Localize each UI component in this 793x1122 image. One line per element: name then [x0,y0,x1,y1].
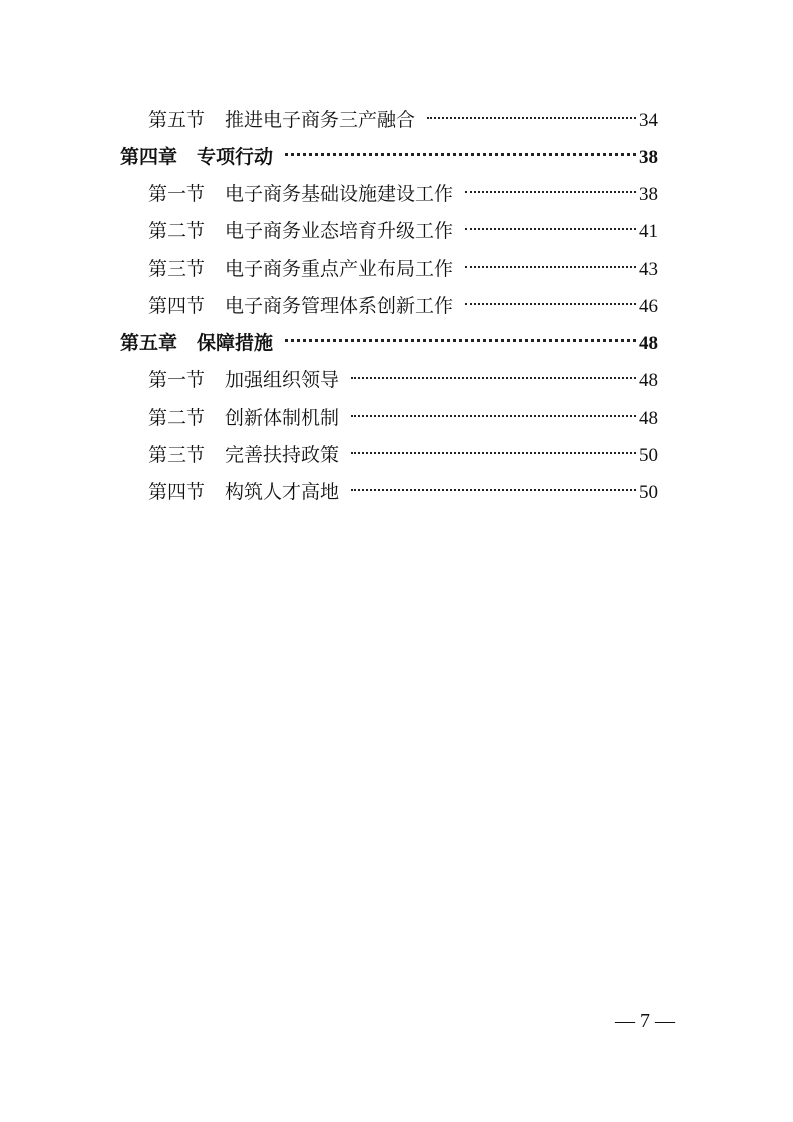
toc-entry-page-number: 50 [639,482,658,503]
toc-entry[interactable] [148,105,658,135]
toc-entry-page-number: 41 [639,221,658,242]
dot-leader [351,377,636,379]
dot-leader [285,153,636,156]
toc-entry-page-number: 48 [639,408,658,429]
toc-entry-page-number: 38 [639,184,658,205]
toc-entry-title: 电子商务业态培育升级工作 [225,220,454,242]
page-number: — 7 — [615,1010,675,1032]
toc-chapter-entry[interactable] [120,328,658,358]
dot-leader [465,228,636,230]
toc-entry-label: 第五节 [148,109,206,131]
toc-entry-title: 电子商务基础设施建设工作 [225,183,454,205]
toc-entry-label: 第二节 [148,220,206,242]
toc-entry[interactable] [148,179,658,209]
toc-chapter-entry[interactable] [120,142,658,172]
toc-entry-label: 第四节 [148,481,206,503]
toc-entry[interactable] [148,365,658,395]
toc-entry-page-number: 50 [639,445,658,466]
toc-entry-page-number: 48 [639,370,658,391]
toc-entry-page-number: 34 [639,110,658,131]
toc-entry-title: 构筑人才高地 [225,481,340,503]
toc-entry-title: 保障措施 [197,332,274,354]
toc-entry-page-number: 43 [639,259,658,280]
dot-leader [465,191,636,193]
toc-entry-label: 第二节 [148,407,206,429]
toc-entry-label: 第三节 [148,444,206,466]
toc-entry[interactable] [148,403,658,433]
toc-entry-title: 电子商务管理体系创新工作 [225,295,454,317]
toc-entry[interactable] [148,216,658,246]
dot-leader [351,489,636,491]
toc-entry-page-number: 38 [639,147,658,168]
dot-leader [465,303,636,305]
toc-entry-label: 第五章 [120,332,178,354]
toc-entry[interactable] [148,291,658,321]
toc-entry-title: 推进电子商务三产融合 [225,109,416,131]
toc-entry-label: 第四章 [120,146,178,168]
dot-leader [351,452,636,454]
toc-entry-title: 电子商务重点产业布局工作 [225,258,454,280]
toc-entry-label: 第四节 [148,295,206,317]
toc-entry-title: 加强组织领导 [225,369,340,391]
toc-entry[interactable] [148,440,658,470]
toc-entry-label: 第一节 [148,183,206,205]
toc-entry[interactable] [148,477,658,507]
toc-entry-page-number: 48 [639,333,658,354]
dot-leader [427,117,636,119]
toc-entry[interactable] [148,254,658,284]
dot-leader [465,266,636,268]
dot-leader [285,339,636,342]
toc-entry-title: 创新体制机制 [225,407,340,429]
toc-entry-label: 第三节 [148,258,206,280]
toc-entry-page-number: 46 [639,296,658,317]
toc-entry-title: 专项行动 [197,146,274,168]
toc-entry-title: 完善扶持政策 [225,444,340,466]
toc-entry-label: 第一节 [148,369,206,391]
dot-leader [351,415,636,417]
